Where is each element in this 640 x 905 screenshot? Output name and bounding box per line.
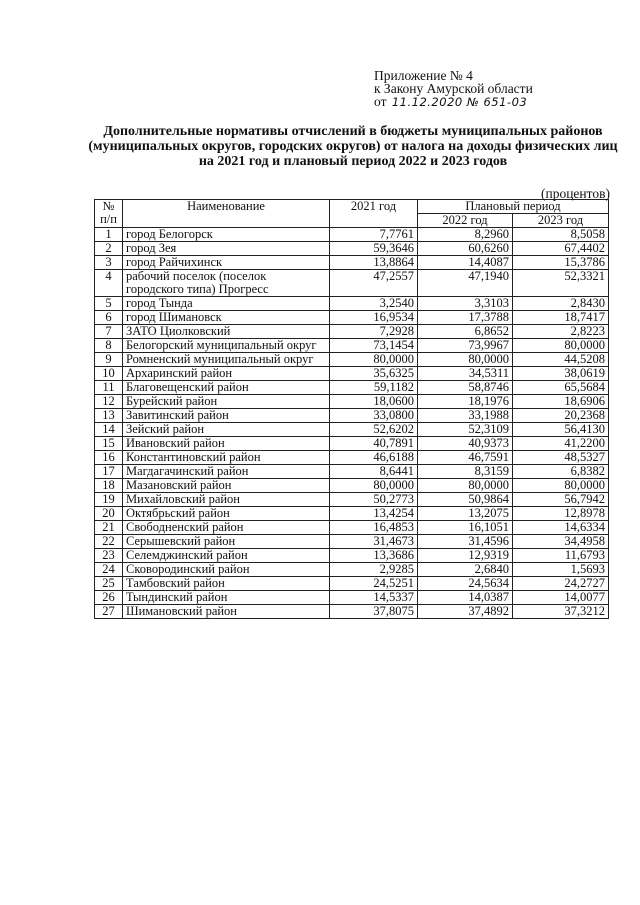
row-number: 23 xyxy=(95,549,123,563)
row-number: 7 xyxy=(95,325,123,339)
row-value-2021: 52,6202 xyxy=(330,423,418,437)
row-name: Ромненский муниципальный округ xyxy=(123,353,330,367)
row-value-2023: 1,5693 xyxy=(513,563,609,577)
row-number: 4 xyxy=(95,270,123,297)
row-name: город Райчихинск xyxy=(123,256,330,270)
row-number: 14 xyxy=(95,423,123,437)
row-name: Серышевский район xyxy=(123,535,330,549)
row-name: город Зея xyxy=(123,242,330,256)
row-value-2021: 7,2928 xyxy=(330,325,418,339)
table-row xyxy=(95,591,609,605)
row-value-2023: 20,2368 xyxy=(513,409,609,423)
row-name: ЗАТО Циолковский xyxy=(123,325,330,339)
table-row xyxy=(95,423,609,437)
table-row xyxy=(95,535,609,549)
header-2022: 2022 год xyxy=(418,214,513,228)
row-value-2021: 59,1182 xyxy=(330,381,418,395)
row-value-2021: 73,1454 xyxy=(330,339,418,353)
row-name: город Белогорск xyxy=(123,228,330,242)
row-name: Константиновский район xyxy=(123,451,330,465)
row-number: 15 xyxy=(95,437,123,451)
row-value-2021: 7,7761 xyxy=(330,228,418,242)
row-value-2023: 38,0619 xyxy=(513,367,609,381)
row-value-2023: 80,0000 xyxy=(513,479,609,493)
row-value-2022: 60,6260 xyxy=(418,242,513,256)
row-value-2021: 59,3646 xyxy=(330,242,418,256)
appendix-block xyxy=(374,69,533,109)
row-value-2021: 35,6325 xyxy=(330,367,418,381)
row-value-2021: 31,4673 xyxy=(330,535,418,549)
row-name: Ивановский район xyxy=(123,437,330,451)
row-value-2023: 14,6334 xyxy=(513,521,609,535)
norms-table xyxy=(94,199,609,619)
row-name: Свободненский район xyxy=(123,521,330,535)
row-number: 3 xyxy=(95,256,123,270)
row-number: 19 xyxy=(95,493,123,507)
table-row xyxy=(95,353,609,367)
table-row xyxy=(95,381,609,395)
table-row xyxy=(95,325,609,339)
row-value-2021: 13,4254 xyxy=(330,507,418,521)
appendix-number: Приложение № 4 xyxy=(374,68,473,83)
row-value-2022: 8,3159 xyxy=(418,465,513,479)
row-name: Тындинский район xyxy=(123,591,330,605)
row-value-2021: 37,8075 xyxy=(330,605,418,619)
row-value-2021: 80,0000 xyxy=(330,353,418,367)
row-value-2022: 80,0000 xyxy=(418,353,513,367)
row-number: 24 xyxy=(95,563,123,577)
table-row xyxy=(95,339,609,353)
table-row xyxy=(95,563,609,577)
row-value-2021: 8,6441 xyxy=(330,465,418,479)
table-row xyxy=(95,605,609,619)
row-number: 6 xyxy=(95,311,123,325)
row-name: Архаринский район xyxy=(123,367,330,381)
row-number: 20 xyxy=(95,507,123,521)
appendix-date-prefix: от xyxy=(374,94,387,109)
table-row xyxy=(95,437,609,451)
row-name: Селемджинский район xyxy=(123,549,330,563)
row-number: 27 xyxy=(95,605,123,619)
row-value-2023: 11,6793 xyxy=(513,549,609,563)
row-value-2022: 14,0387 xyxy=(418,591,513,605)
row-value-2022: 8,2960 xyxy=(418,228,513,242)
row-name: Мазановский район xyxy=(123,479,330,493)
table-row xyxy=(95,493,609,507)
row-value-2022: 37,4892 xyxy=(418,605,513,619)
row-number: 5 xyxy=(95,297,123,311)
row-value-2022: 58,8746 xyxy=(418,381,513,395)
row-value-2023: 67,4402 xyxy=(513,242,609,256)
row-value-2021: 2,9285 xyxy=(330,563,418,577)
table-row xyxy=(95,270,609,297)
table-row xyxy=(95,577,609,591)
row-value-2021: 50,2773 xyxy=(330,493,418,507)
row-name: Шимановский район xyxy=(123,605,330,619)
row-value-2022: 18,1976 xyxy=(418,395,513,409)
header-2023: 2023 год xyxy=(513,214,609,228)
row-value-2022: 17,3788 xyxy=(418,311,513,325)
row-name: Магдагачинский район xyxy=(123,465,330,479)
row-value-2022: 34,5311 xyxy=(418,367,513,381)
row-number: 10 xyxy=(95,367,123,381)
row-name: Михайловский район xyxy=(123,493,330,507)
table-row xyxy=(95,549,609,563)
table-row xyxy=(95,311,609,325)
row-value-2023: 56,4130 xyxy=(513,423,609,437)
row-number: 21 xyxy=(95,521,123,535)
row-name: Зейский район xyxy=(123,423,330,437)
row-number: 13 xyxy=(95,409,123,423)
row-value-2022: 47,1940 xyxy=(418,270,513,297)
document-title: Дополнительные нормативы отчислений в бюджеты муниципальных районов (муниципальных округов, городских округов) от налога на доходы физических лиц на 2021 год и плановый период 2022 и 2023 годов xyxy=(88,124,618,169)
unit-label: (процентов) xyxy=(540,186,610,201)
table-row xyxy=(95,256,609,270)
row-value-2023: 48,5327 xyxy=(513,451,609,465)
row-name: Белогорский муниципальный округ xyxy=(123,339,330,353)
row-value-2021: 14,5337 xyxy=(330,591,418,605)
row-value-2023: 41,2200 xyxy=(513,437,609,451)
row-value-2023: 56,7942 xyxy=(513,493,609,507)
row-value-2021: 33,0800 xyxy=(330,409,418,423)
row-value-2022: 3,3103 xyxy=(418,297,513,311)
row-name: Бурейский район xyxy=(123,395,330,409)
row-value-2023: 44,5208 xyxy=(513,353,609,367)
row-value-2023: 80,0000 xyxy=(513,339,609,353)
row-value-2021: 16,9534 xyxy=(330,311,418,325)
row-number: 12 xyxy=(95,395,123,409)
appendix-date-line xyxy=(374,95,533,109)
appendix-handwritten-date: 11.12.2020 № 651-03 xyxy=(391,95,528,109)
row-value-2022: 80,0000 xyxy=(418,479,513,493)
row-name: Сковородинский район xyxy=(123,563,330,577)
header-number: № п/п xyxy=(95,200,123,228)
table-row xyxy=(95,228,609,242)
header-name: Наименование xyxy=(123,200,330,228)
row-value-2021: 40,7891 xyxy=(330,437,418,451)
row-name: Тамбовский район xyxy=(123,577,330,591)
row-number: 25 xyxy=(95,577,123,591)
row-value-2022: 2,6840 xyxy=(418,563,513,577)
appendix-law: к Закону Амурской области xyxy=(374,81,533,96)
table-row xyxy=(95,507,609,521)
row-value-2021: 13,8864 xyxy=(330,256,418,270)
row-name: Благовещенский район xyxy=(123,381,330,395)
row-value-2023: 37,3212 xyxy=(513,605,609,619)
row-number: 26 xyxy=(95,591,123,605)
row-value-2022: 16,1051 xyxy=(418,521,513,535)
row-value-2023: 2,8430 xyxy=(513,297,609,311)
row-value-2023: 2,8223 xyxy=(513,325,609,339)
row-value-2022: 52,3109 xyxy=(418,423,513,437)
row-value-2021: 18,0600 xyxy=(330,395,418,409)
row-number: 2 xyxy=(95,242,123,256)
row-value-2023: 6,8382 xyxy=(513,465,609,479)
row-name: рабочий поселок (поселок городского типа) Прогресс xyxy=(123,270,330,297)
row-value-2023: 12,8978 xyxy=(513,507,609,521)
row-value-2022: 33,1988 xyxy=(418,409,513,423)
row-value-2022: 31,4596 xyxy=(418,535,513,549)
row-value-2021: 3,2540 xyxy=(330,297,418,311)
table-row xyxy=(95,479,609,493)
row-name: город Шимановск xyxy=(123,311,330,325)
row-value-2022: 14,4087 xyxy=(418,256,513,270)
row-value-2021: 80,0000 xyxy=(330,479,418,493)
table-row xyxy=(95,409,609,423)
row-value-2023: 8,5058 xyxy=(513,228,609,242)
row-number: 18 xyxy=(95,479,123,493)
row-value-2023: 18,6906 xyxy=(513,395,609,409)
row-value-2022: 24,5634 xyxy=(418,577,513,591)
row-number: 22 xyxy=(95,535,123,549)
row-value-2021: 24,5251 xyxy=(330,577,418,591)
row-value-2022: 40,9373 xyxy=(418,437,513,451)
row-value-2023: 65,5684 xyxy=(513,381,609,395)
row-value-2022: 13,2075 xyxy=(418,507,513,521)
row-number: 16 xyxy=(95,451,123,465)
row-name: Октябрьский район xyxy=(123,507,330,521)
table-row xyxy=(95,242,609,256)
table-row xyxy=(95,465,609,479)
row-value-2021: 16,4853 xyxy=(330,521,418,535)
row-value-2021: 13,3686 xyxy=(330,549,418,563)
row-value-2023: 18,7417 xyxy=(513,311,609,325)
row-value-2022: 50,9864 xyxy=(418,493,513,507)
row-value-2023: 52,3321 xyxy=(513,270,609,297)
row-value-2023: 34,4958 xyxy=(513,535,609,549)
header-2021: 2021 год xyxy=(330,200,418,228)
table-row xyxy=(95,521,609,535)
row-number: 17 xyxy=(95,465,123,479)
row-number: 11 xyxy=(95,381,123,395)
table-row xyxy=(95,395,609,409)
row-number: 8 xyxy=(95,339,123,353)
row-value-2023: 24,2727 xyxy=(513,577,609,591)
header-planned-period: Плановый период xyxy=(418,200,609,214)
row-value-2022: 46,7591 xyxy=(418,451,513,465)
row-value-2021: 47,2557 xyxy=(330,270,418,297)
table-row xyxy=(95,297,609,311)
table-row xyxy=(95,367,609,381)
row-name: Завитинский район xyxy=(123,409,330,423)
row-value-2022: 6,8652 xyxy=(418,325,513,339)
row-name: город Тында xyxy=(123,297,330,311)
row-number: 9 xyxy=(95,353,123,367)
row-value-2022: 73,9967 xyxy=(418,339,513,353)
row-value-2022: 12,9319 xyxy=(418,549,513,563)
table-body xyxy=(95,228,609,619)
table-row xyxy=(95,451,609,465)
row-number: 1 xyxy=(95,228,123,242)
row-value-2023: 14,0077 xyxy=(513,591,609,605)
row-value-2021: 46,6188 xyxy=(330,451,418,465)
row-value-2023: 15,3786 xyxy=(513,256,609,270)
